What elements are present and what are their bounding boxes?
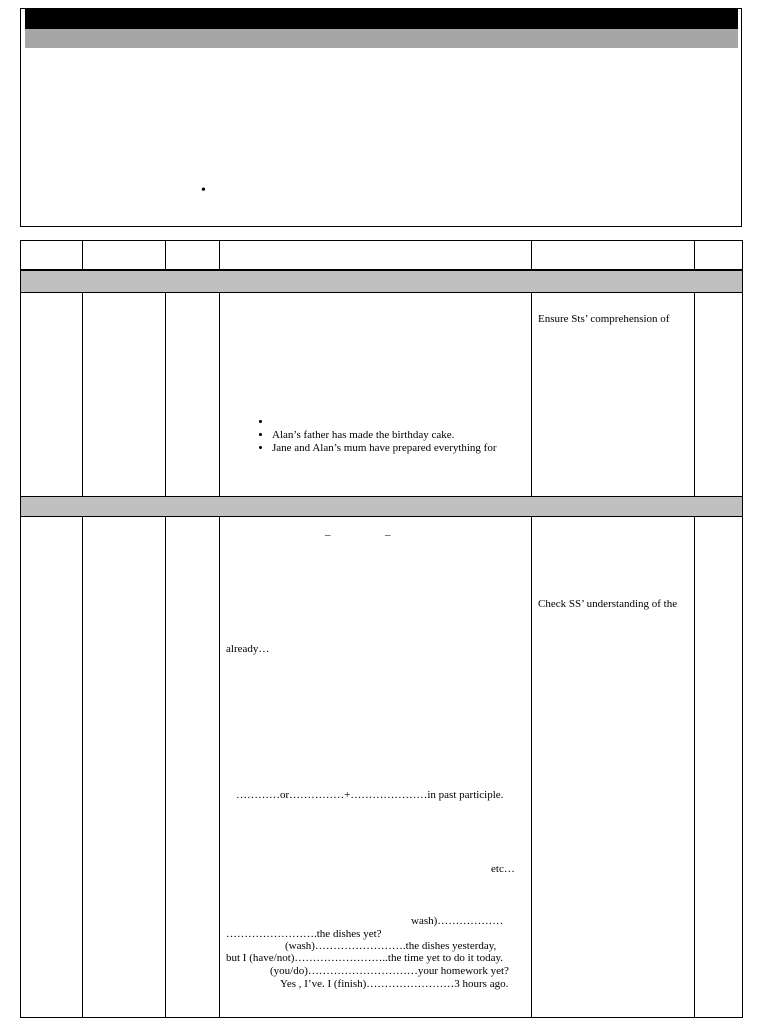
already-text: already… — [226, 643, 270, 655]
exercise-line: but I (have/not)……………………..the time yet to do it today. — [226, 952, 503, 964]
section1-divider — [20, 292, 743, 293]
col-divider — [165, 293, 166, 496]
exercise-line: Yes , I’ve. I (finish)……………………3 hours ago. — [280, 978, 509, 990]
section1-teacher-note: Ensure Sts’ comprehension of — [538, 313, 670, 325]
col-divider — [694, 293, 695, 496]
table-top-border — [20, 240, 743, 241]
col-divider — [531, 240, 532, 270]
list-item: • Jane and Alan’s mum have prepared everything for — [272, 442, 497, 455]
col-divider — [219, 293, 220, 496]
col-divider — [531, 293, 532, 496]
header-bullet: • — [201, 183, 206, 198]
lesson-table — [20, 240, 743, 1018]
dash-mark: – — [385, 529, 391, 541]
col-divider — [165, 240, 166, 270]
col-divider — [82, 517, 83, 1017]
table-bottom-border — [20, 1017, 743, 1018]
exercise-line: wash)……………… — [411, 915, 504, 927]
col-divider — [531, 517, 532, 1017]
formula-text: …………or……………+…………………in past participle. — [236, 789, 504, 801]
section2-divider — [20, 516, 743, 517]
table-left-border — [20, 240, 21, 1018]
col-divider — [82, 240, 83, 270]
header-box — [20, 8, 742, 227]
exercise-line: …………………….the dishes yet? — [226, 928, 382, 940]
col-divider — [694, 517, 695, 1017]
col-divider — [165, 517, 166, 1017]
col-divider — [82, 293, 83, 496]
col-divider — [694, 240, 695, 270]
section2-teacher-note: Check SS’ understanding of the — [538, 598, 678, 610]
col-divider — [219, 517, 220, 1017]
col-divider — [219, 240, 220, 270]
section2-top-divider — [20, 496, 743, 497]
section1-band — [21, 271, 742, 292]
table-right-border — [742, 240, 743, 1018]
header-black-bar — [25, 9, 738, 29]
list-item — [272, 416, 497, 429]
list-item: • Alan’s father has made the birthday cake. — [272, 429, 497, 442]
header-gray-bar — [25, 29, 738, 48]
section1-example-list — [225, 416, 497, 455]
table-header-divider — [20, 269, 743, 271]
etc-text: etc… — [491, 863, 515, 875]
exercise-line: (wash)…………………….the dishes yesterday, — [285, 940, 497, 952]
exercise-line: (you/do)…………………………your homework yet? — [270, 965, 509, 977]
dash-mark: – — [325, 529, 331, 541]
section2-band — [21, 497, 742, 516]
